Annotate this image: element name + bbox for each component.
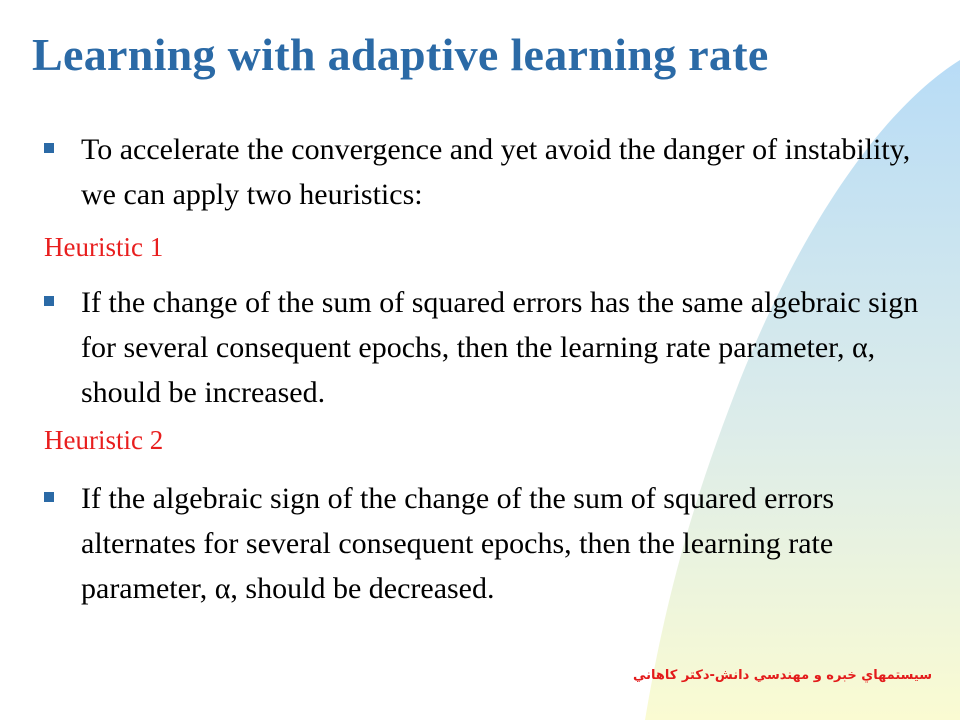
bullet-heuristic-2 — [44, 476, 924, 611]
square-bullet-icon — [44, 143, 54, 153]
slide-title: Learning with adaptive learning rate — [32, 29, 769, 80]
bullet-heuristic-1 — [44, 280, 924, 415]
heuristic-2-label: Heuristic 2 — [44, 425, 164, 455]
footer-text: سيستمهاي خبره و مهندسي دانش-دكتر كاهاني — [632, 668, 932, 683]
square-bullet-icon — [44, 492, 54, 502]
square-bullet-icon — [44, 296, 54, 306]
bullet-intro — [44, 127, 924, 217]
heuristic-1-label: Heuristic 1 — [44, 232, 164, 262]
heuristic-1-text: If the change of the sum of squared errors has the same algebraic sign for several consequent epochs, then the learning rate parameter, α, should be increased. — [81, 286, 919, 409]
intro-text: To accelerate the convergence and yet avoid the danger of instability, we can apply two heuristics: — [81, 133, 911, 211]
heuristic-2-text: If the algebraic sign of the change of the sum of squared errors alternates for several consequent epochs, then the learning rate parameter, α, should be decreased. — [81, 482, 835, 605]
